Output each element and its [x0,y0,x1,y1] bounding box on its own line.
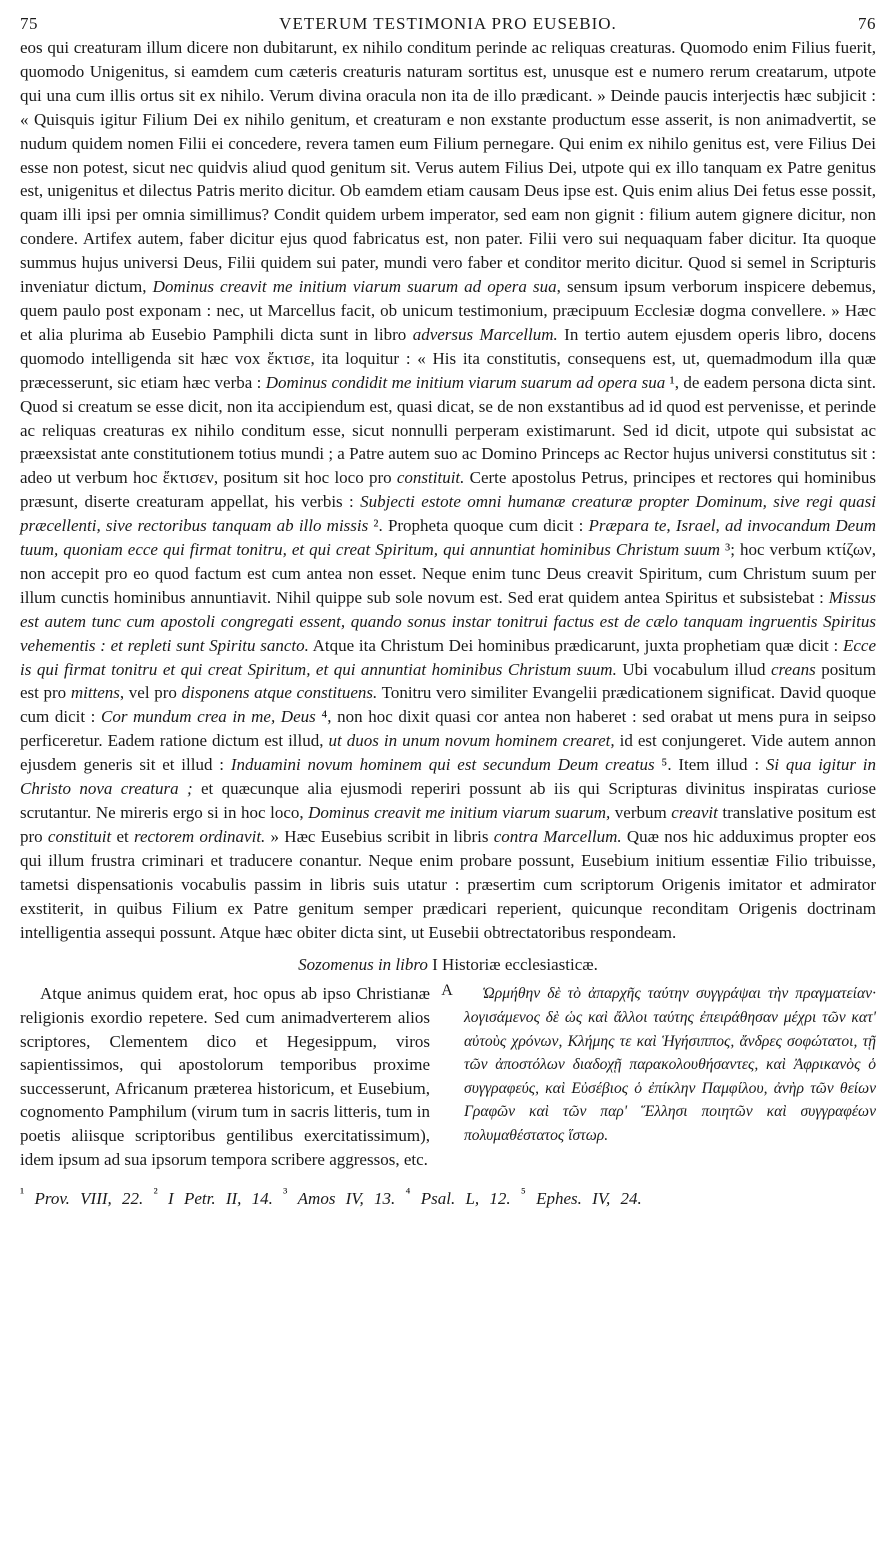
text-run: ⁵. Item illud : [654,755,766,775]
subtitle-rest: I Historiæ ecclesiasticæ. [427,955,598,975]
footnote-ref: Amos IV, 13. [297,1188,396,1208]
italic-quote: Ecce is qui firmat tonitru et qui creat Spiritum, et qui annuntiat hominibus Christum suum. [20,635,876,679]
footnote-ref: Psal. L, 12. [420,1188,511,1208]
italic-quote: creans [771,659,816,679]
subtitle-italic: Sozomenus in libro [298,955,428,975]
column-marker: A [441,982,453,1000]
section-subtitle [20,954,876,976]
italic-quote: Dominus creavit me initium viarum suarum ad opera sua [152,277,557,297]
footnote-number: ² [153,1185,158,1202]
text-run: » Hæc Eusebius scribit in libris [265,826,494,846]
text-run: et [111,826,134,846]
footnote [283,1185,396,1208]
footnote [520,1185,642,1208]
italic-quote: Dominus condidit me initium viarum suarum ad opera sua [265,372,666,392]
text-run: eos qui creaturam illum dicere non dubitarunt, ex nihilo conditum perinde ac reliquas creaturas. Quomodo enim Filius fuerit, quomodo Unigenitus, si eamdem cum cæteris creaturis naturam sortitus est, unusque est e numero rerum creatarum, utpote qui una cum illis ortus sit ex nihilo. Verum divina oracula non ita de illo prædicant. » Deinde paucis interjectis hæc subjicit : « Quisquis igitur Filium Dei ex nihilo genitum, et creaturam e non exstante productum esse asserit, is non animadvertit, se nudum quidem nomen Filii ei concedere, revera tamen eum Filium pernegare. Qui enim ex nihilo genitus est, vere Filius Dei esse non potest, sicut nec quidvis aliud quod genitum sit. Verus autem Filius Dei, utpote qui ex illo tanquam ex Patre genitus est, unigenitus et dilectus Patris merito dicitur. Ob eamdem etiam causam Deus ipse est. Quis enim alius Dei fetus esse possit, quam illi ipsi per omnia simillimus? Condit quidem urbem imperator, sed eam non gignit : filium autem gignere dicitur, non condere. Artifex autem, faber dicitur ejus quod fabricatus est, non pater. Filii vero sui nequaquam faber dicitur. Ita quoque summus hujus universi Deus, Filii quidem sui pater, mundi vero faber et conditor merito dicitur. Quod si semel in Scripturis inveniatur dictum, [20,38,876,297]
text-run: Certe apostolus Petrus, principes et rectores qui hominibus præsunt, diserte creaturam appellat, his verbis : [20,468,876,512]
footnote-number: ⁴ [405,1185,411,1202]
italic-quote: mittens [70,683,120,703]
italic-quote: creavit [671,803,718,822]
text-run: Tonitru vero similiter Evangelii prædicationem significat. David quoque cum dicit : [20,683,877,727]
italic-quote: ut duos in unum novum hominem crearet, [328,731,615,751]
main-text [20,36,876,944]
text-run: id est conjungeret. Vide autem annon ejusdem generis sit et illud : [20,731,877,775]
text-run: ². Propheta quoque cum dicit : [368,516,589,536]
greek-column: Ὡρμήθην δὲ τὸ ἀπαρχῆς ταύτην συγγράψαι τὴν πραγματείαν· λογισάμενος δὲ ὡς καὶ ἄλλοι ταύτης ἐπειράθησαν μέχρι τῶν κατ' αὐτοὺς χρόνων, Κλήμης τε καὶ Ἡγήσιππος, ἄνδρες σοφώτατοι, τῇ τῶν ἀποστόλων διαδοχῇ παρακολουθήσαντες, καὶ Ἀφρικανὸς ὁ συγγραφεύς, καὶ Εὐσέβιος ὁ ἐπίκλην Παμφίλου, ἀνὴρ τῶν θείων Γραφῶν καὶ τῶν παρ' Ἕλλησι ποιητῶν καὶ συγγραφέων πολυμαθέστατος ἵστωρ. [464,985,876,1144]
text-run: et quæcunque alia ejusmodi reperiri possunt ab iis qui Scripturas divinitus inspiratas curiose scrutantur. Ne mireris ergo si in hoc loco, [20,779,876,822]
page-number-left: 75 [20,14,38,33]
footnote-ref: Prov. VIII, 22. [34,1188,144,1208]
italic-quote: Si qua igitur in Christo nova creatura ; [20,755,877,799]
italic-quote: adversus Marcellum. [412,324,558,344]
text-run: ⁴, non hoc dixit quasi cor antea non haberet : sed orabat ut mens pura in seipso perficeretur. Eadem ratione dictum est illud, [20,707,876,751]
footnote [20,1185,144,1208]
italic-quote: constituit. [396,468,465,488]
latin-column: Atque animus quidem erat, hoc opus ab ipso Christianæ religionis exordio repetere. Sed cum animadverterem alios scriptores, Clementem dico et Hegesippum, viros sapientissimos, qui apostolorum temporibus proxime successerunt, Africanum præterea historicum, et Eusebium, cognomento Pamphilum (virum tum in sacris litteris, tum in poetis aliisque scriptoribus gentilibus exercitatissimum), idem ipsum ad sua ipsorum tempora scribere aggressos, etc. [20,984,430,1169]
text-run: positum est pro [20,659,876,703]
footnote-ref: I Petr. II, 14. [168,1188,273,1208]
footnote-number: ¹ [20,1185,25,1202]
text-run: verbum [610,803,672,822]
text-run: ³; hoc verbum κτίζων, non accepit pro eo quod factum est cum antea non esset. Neque enim tunc Deus creavit Spiritum, cum Christum suum per illum cunctis hominibus annuntiavit. Nihil quippe sub sole novum est. Sed erat quidem antea Spiritus et subsistebat : [20,540,876,607]
italic-quote: Præpara te, Israel, ad invocandum Deum tuum, quoniam ecce qui firmat tonitru, et qui creat Spiritum, qui annuntiat hominibus Christum suum [20,516,877,560]
footnote [405,1185,511,1208]
italic-quote: Induamini novum hominem qui est secundum Deum creatus [230,755,655,775]
footnotes [20,1185,876,1209]
text-run: Quæ nos hic adduximus propter eos qui illum frustra criminari et traducere conantur. Neque enim probare possunt, Eusebium initium essentiæ Filio tribuisse, tametsi dispensationis vocabulis passim in libris suis utatur : præsertim cum scriptorum Origenis imitator et admirator exstiterit, in quibus Filium ex Patre genitum semper prædicari reperient, quicunque reconditam Origenis doctrinam intelligentia assequi possunt. Atque hæc obiter dicta sint, ut Eusebii obtrectatoribus respondeam. [20,826,876,942]
italic-quote: disponens atque constituens. [181,683,378,703]
text-run: In tertio autem ejusdem operis libro, docens quomodo intelligenda sit hæc vox ἔκτισε, ita loquitur : « His ita constitutis, consequens est, ut, quemadmodum illa quæ præcesserunt, sic etiam hæc verba : [20,324,876,392]
running-header [20,10,876,36]
page-number-right: 76 [858,14,876,33]
footnote-number: ⁵ [520,1185,526,1202]
document-page [20,10,876,1540]
italic-quote: contra Marcellum. [493,826,622,846]
text-run: Ubi vocabulum illud [616,659,771,679]
footnote [153,1185,273,1208]
italic-quote: rectorem ordinavit. [133,826,266,846]
text-run: , sensum ipsum verborum inspicere debemus, quem paulo post exponam : nec, ut Marcellus facit, ob unicum testimonium, præcipuum Ecclesiæ dogma convellere. » Hæc et alia plurima ab Eusebio Pamphili dicta sunt in libro [20,277,876,344]
text-run: ¹, de eadem persona dicta sint. Quod si creatum se esse dicit, non ita accipiendum est, quasi dicat, se de non exstantibus ad id quod est pervenisse, et perinde ac reliquas creaturas ex nihilo conditum esse, sicut nonnulli perperam existimarunt. Sed id dicit, utpote qui subsistat ac præexsistat ante constitutionem totius mundi ; a Patre autem suo ac Domino Princeps ac Rector hujus universi constitutus sit : adeo ut verbum hoc ἔκτισεν, positum sit hoc loco pro [20,372,877,488]
text-run: Atque ita Christum Dei hominibus prædicarunt, juxta prophetiam quæ dicit : [308,635,843,655]
footnote-number: ³ [283,1185,288,1202]
italic-quote: Subjecti estote omni humanæ creaturæ propter Dominum, sive regi quasi præcellenti, sive rectoribus tanquam ab illo missis [20,492,876,536]
text-run: translative positum est pro [20,803,876,846]
italic-quote: Dominus creavit me initium viarum suarum, [308,803,611,822]
italic-quote: Missus est autem tunc cum apostoli congregati essent, quando sonus instar tonitrui factus est de cælo tanquam ingruentis Spiritus vehementis : et repleti sunt Spiritu sancto. [20,587,876,655]
parallel-columns [20,982,876,1171]
footnote-ref: Ephes. IV, 24. [536,1188,642,1208]
text-run: , vel pro [119,683,182,703]
running-title: VETERUM TESTIMONIA PRO EUSEBIO. [279,14,617,33]
italic-quote: Cor mundum crea in me, Deus [100,707,316,727]
italic-quote: constituit [47,826,112,846]
